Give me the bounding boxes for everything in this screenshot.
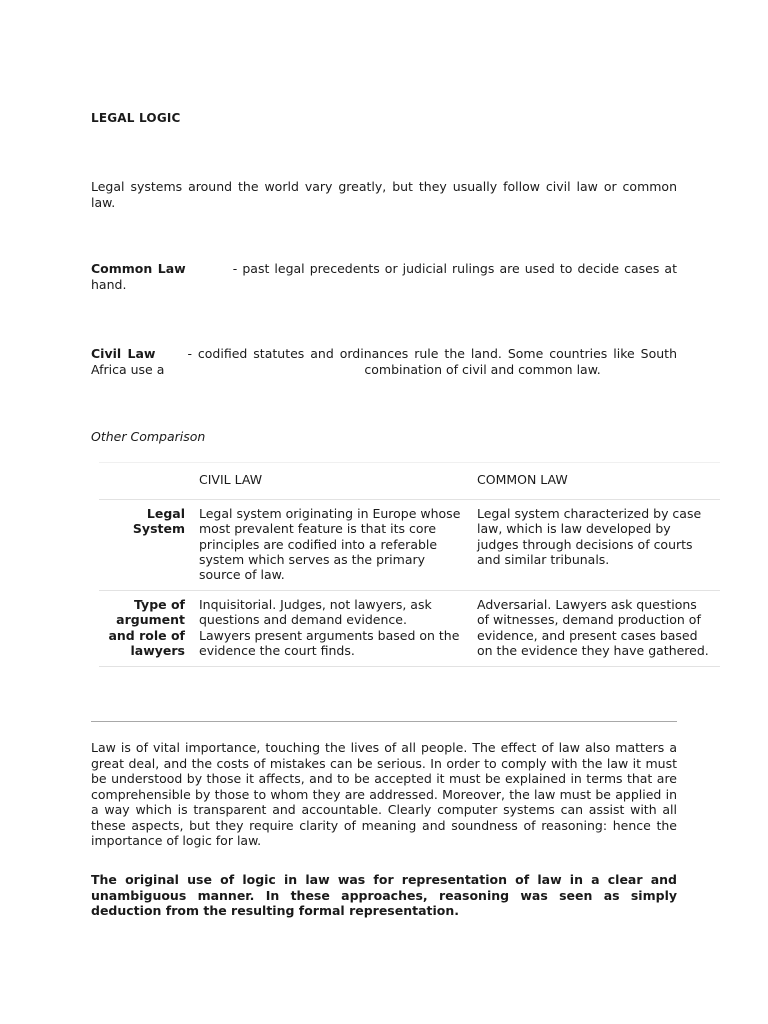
table-header-empty (99, 463, 191, 500)
civil-law-term: Civil Law (91, 346, 156, 361)
common-law-definition (91, 261, 677, 292)
bold-paragraph: The original use of logic in law was for representation of law in a clear and unambiguous manner. In these approaches, reasoning was seen as simply deduction from the resulting formal representation. (91, 872, 677, 918)
civil-law-definition (91, 346, 677, 377)
body-paragraph: Law is of vital importance, touching the lives of all people. The effect of law also matters a great deal, and the costs of mistakes can be serious. In order to comply with the law it must be understood by those it affects, and to be accepted it must be explained in terms that are comprehensible by those to whom they are addressed. Moreover, the law must be applied in a way which is transparent and accountable. Clearly computer systems can assist with all these aspects, but they require clarity of meaning and soundness of reasoning: hence the importance of logic for law. (91, 740, 677, 848)
common-law-text: - past legal precedents or judicial rulings are used to decide cases at hand. (91, 261, 677, 292)
table-header-common-law: COMMON LAW (469, 463, 720, 500)
table-header-row (99, 463, 720, 500)
civil-law-text-1: - codified statutes and ordinances rule the land. Some countries like South Africa use a (91, 346, 677, 377)
document-title: LEGAL LOGIC (91, 111, 181, 125)
intro-paragraph: Legal systems around the world vary greatly, but they usually follow civil law or common law. (91, 179, 677, 210)
common-law-cell: Legal system characterized by case law, which is law developed by judges through decisions of courts and similar tribunals. (469, 500, 720, 591)
civil-law-cell: Inquisitorial. Judges, not lawyers, ask questions and demand evidence. Lawyers present arguments based on the evidence the court finds. (191, 591, 469, 667)
row-label: Legal System (99, 500, 191, 591)
table-row (99, 500, 720, 591)
row-label: Type of argument and role of lawyers (99, 591, 191, 667)
civil-law-cell: Legal system originating in Europe whose most prevalent feature is that its core principles are codified into a referable system which serves as the primary source of law. (191, 500, 469, 591)
table-header-civil-law: CIVIL LAW (191, 463, 469, 500)
comparison-heading: Other Comparison (91, 429, 206, 444)
civil-law-text-2: combination of civil and common law. (364, 361, 601, 377)
comparison-table (99, 462, 720, 667)
common-law-term: Common Law (91, 261, 186, 276)
table-row (99, 591, 720, 667)
horizontal-divider (91, 721, 677, 722)
common-law-cell: Adversarial. Lawyers ask questions of witnesses, demand production of evidence, and present cases based on the evidence they have gathered. (469, 591, 720, 667)
